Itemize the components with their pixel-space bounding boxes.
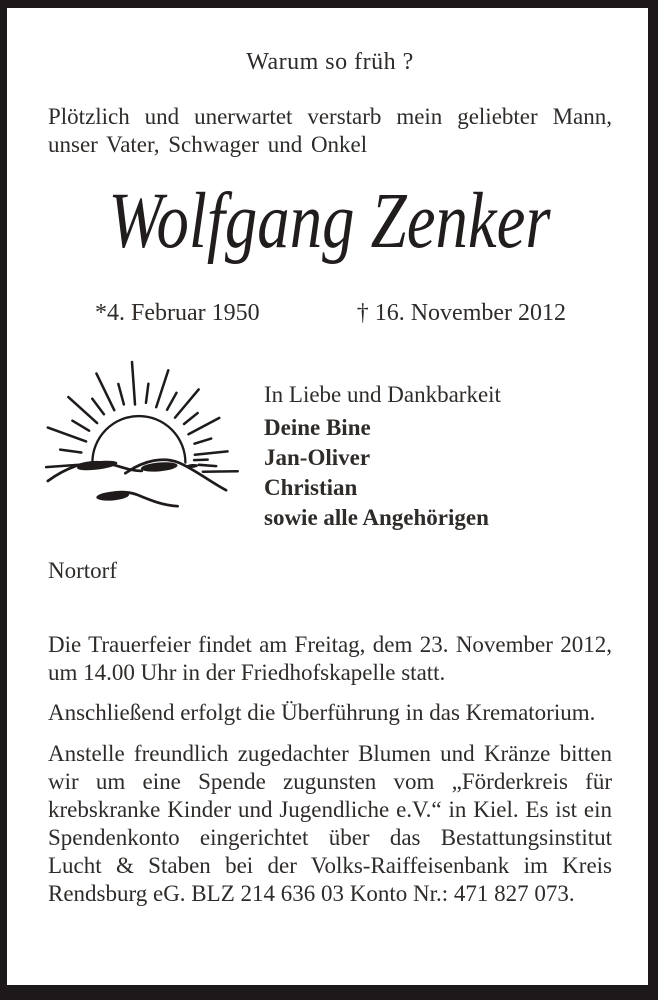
- sun-disc-arc: [92, 416, 185, 463]
- headline: Warum so früh ?: [246, 49, 414, 75]
- mourner-line: Deine Bine: [264, 415, 371, 440]
- birth-date: *4. Februar 1950: [95, 300, 260, 326]
- tribute-lead: In Liebe und Dankbarkeit: [264, 382, 501, 407]
- intro-text: Plötzlich und unerwartet verstarb mein geliebter Mann, unser Vater, Schwager und Onkel: [48, 104, 612, 157]
- mourners-block: [264, 354, 501, 533]
- notice-content: [7, 8, 648, 908]
- death-date: † 16. November 2012: [356, 300, 566, 326]
- cremation-info: Anschließend erfolgt die Überführung in das Krematorium.: [48, 700, 596, 725]
- place-line: Nortorf: [48, 558, 117, 583]
- deceased-name-text: Wolfgang Zenker: [108, 178, 552, 265]
- donation-info: Anstelle freundlich zugedachter Blumen und Kränze bitten wir um eine Spende zugunsten vom „Förderkreis für krebskranke Kinder und Jugendliche e.V.“ in Kiel. Es ist ein Spendenkonto eingerichtet über das Bestattungsinstitut Lucht & Staben bei der Volks-Raiffeisenbank im Kreis Rendsburg eG. BLZ 214 636 03 Konto Nr.: 471 827 073.: [48, 741, 612, 906]
- mourner-line: Jan-Oliver: [264, 445, 371, 470]
- mourner-line: Christian: [264, 475, 358, 500]
- life-dates: [48, 298, 612, 328]
- funeral-info: Die Trauerfeier findet am Freitag, dem 23. November 2012, um 14.00 Uhr in der Friedhofskapelle statt.: [48, 632, 612, 685]
- rising-sun-icon: [42, 354, 260, 519]
- deceased-name: [48, 179, 612, 286]
- mourner-line: sowie alle Angehörigen: [264, 505, 489, 530]
- tribute-section: [48, 354, 612, 533]
